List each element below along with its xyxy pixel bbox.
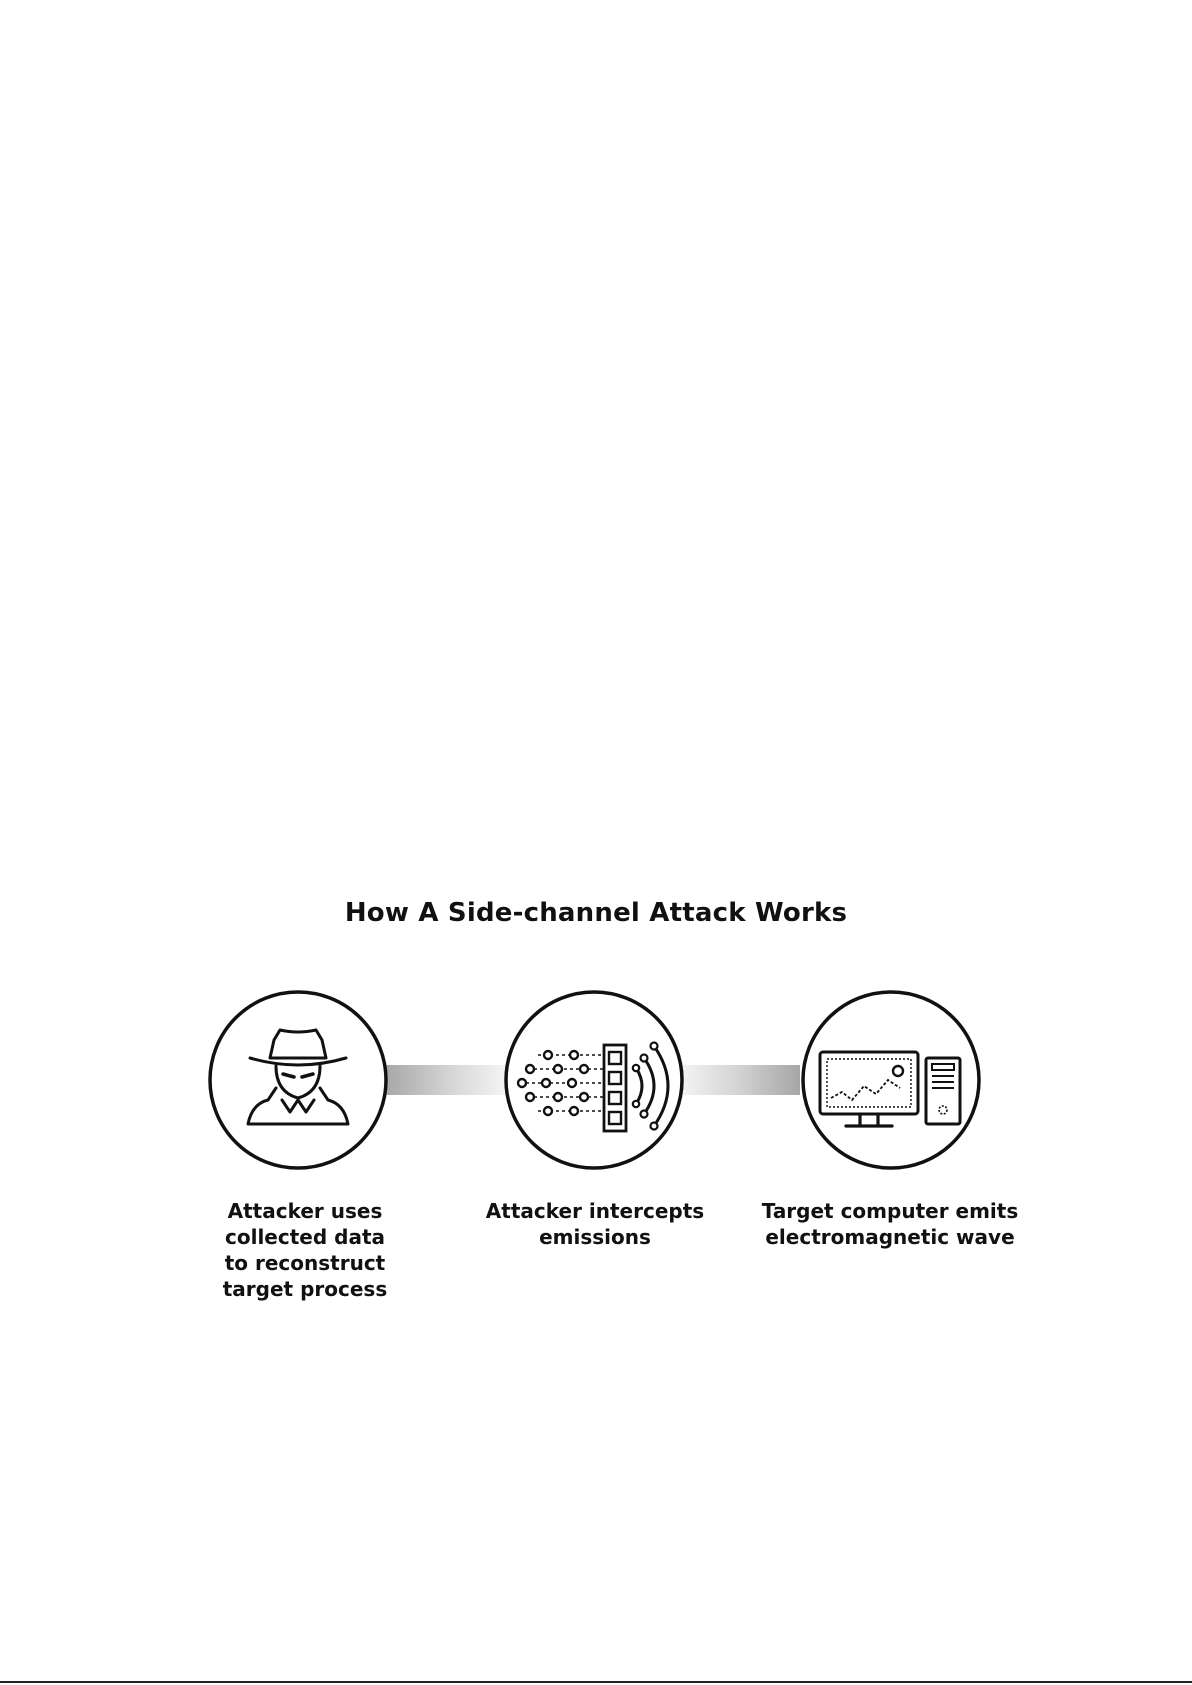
caption-line: to reconstruct [224,1251,386,1275]
connector-2-3 [680,1065,800,1095]
caption-line: collected data [225,1225,385,1249]
step-2-caption [470,1198,720,1250]
caption-line: emissions [539,1225,651,1249]
caption-line: Target computer emits [761,1199,1019,1223]
caption-line: electromagnetic wave [765,1225,1015,1249]
caption-line: Attacker intercepts [485,1199,705,1223]
step-1-circle [210,992,386,1168]
page-bottom-rule [0,1681,1192,1683]
diagram-title: How A Side-channel Attack Works [344,898,848,928]
connector-1-2 [385,1065,505,1095]
caption-line: target process [222,1277,388,1301]
caption-line: Attacker uses [227,1199,383,1223]
step-2-circle [506,992,682,1168]
step-1-caption [190,1198,420,1302]
computer-icon [820,1052,960,1126]
step-3-caption [745,1198,1035,1250]
